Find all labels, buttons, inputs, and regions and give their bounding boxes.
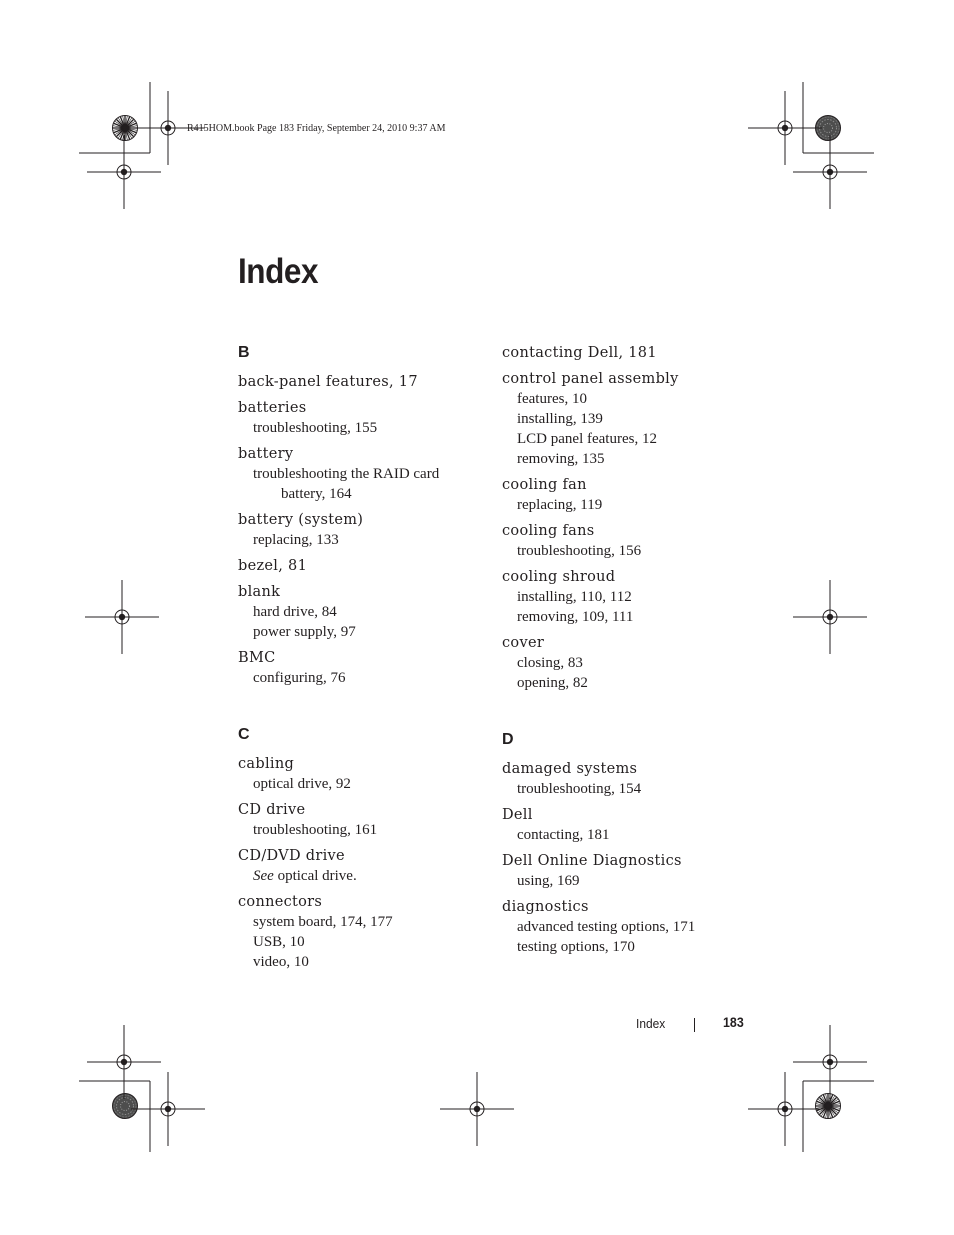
- index-subentry: testing options, 170: [517, 939, 635, 955]
- index-subentry: replacing, 133: [253, 532, 339, 548]
- index-subentry: advanced testing options, 171: [517, 919, 696, 935]
- index-subentry: contacting, 181: [517, 827, 610, 843]
- index-entry: [238, 510, 483, 550]
- index-subentry: opening, 82: [517, 675, 588, 691]
- index-subentry: troubleshooting, 161: [253, 822, 378, 838]
- see-label: See: [253, 868, 274, 884]
- index-term: cooling fans: [502, 523, 595, 539]
- index-term: cooling shroud: [502, 569, 616, 585]
- index-subentry: removing, 109, 111: [517, 609, 634, 625]
- index-entry: [502, 369, 747, 469]
- book-header-line: R415HOM.book Page 183 Friday, September 24, 2010 9:37 AM: [187, 123, 446, 134]
- index-subentry: troubleshooting, 154: [517, 781, 642, 797]
- index-term: connectors: [238, 894, 323, 910]
- index-column-left: [238, 343, 483, 972]
- index-subentry-continuation: battery, 164: [281, 486, 352, 502]
- index-entry: [238, 582, 483, 642]
- index-term: CD/DVD drive: [238, 848, 345, 864]
- index-term: diagnostics: [502, 899, 589, 915]
- index-subentry: installing, 139: [517, 411, 603, 427]
- index-term: damaged systems: [502, 761, 638, 777]
- index-term: CD drive: [238, 802, 306, 818]
- index-entry: [502, 633, 747, 693]
- index-entry: [502, 343, 747, 363]
- index-term: cabling: [238, 756, 295, 772]
- index-subentry: troubleshooting the RAID card: [253, 466, 440, 482]
- index-subentry: troubleshooting, 156: [517, 543, 642, 559]
- index-subentry: USB, 10: [253, 934, 305, 950]
- index-see-reference: [238, 866, 483, 886]
- index-entry: [502, 805, 747, 845]
- crosshair-icon: [440, 1072, 514, 1146]
- index-entry: [502, 567, 747, 627]
- index-term: cover: [502, 635, 545, 651]
- index-term: Dell Online Diagnostics: [502, 853, 682, 869]
- crosshair-icon: [793, 135, 867, 209]
- index-subentry: hard drive, 84: [253, 604, 337, 620]
- crosshair-icon: [85, 580, 159, 654]
- index-subentry: power supply, 97: [253, 624, 356, 640]
- index-subentry: video, 10: [253, 954, 309, 970]
- index-subentry: closing, 83: [517, 655, 583, 671]
- index-subentry: installing, 110, 112: [517, 589, 632, 605]
- index-term: blank: [238, 584, 281, 600]
- index-term: battery (system): [238, 512, 364, 528]
- footer-separator: [694, 1018, 695, 1032]
- index-term: batteries: [238, 400, 307, 416]
- index-term: back-panel features, 17: [238, 374, 418, 390]
- index-letter-heading: C: [238, 726, 250, 743]
- index-column-right: [502, 343, 747, 957]
- crosshair-icon: [748, 1072, 822, 1146]
- index-term: bezel, 81: [238, 558, 308, 574]
- index-term: BMC: [238, 650, 276, 666]
- index-subentry: replacing, 119: [517, 497, 603, 513]
- index-entry: [502, 759, 747, 799]
- crosshair-icon: [793, 1025, 867, 1099]
- starburst-registration-icon: [816, 1094, 841, 1119]
- page-number: 183: [723, 1015, 744, 1030]
- index-entry: [238, 648, 483, 688]
- index-entry: [238, 444, 483, 504]
- index-letter-heading: B: [238, 344, 250, 361]
- index-subentry: features, 10: [517, 391, 587, 407]
- index-entry: [238, 754, 483, 794]
- index-subentry: removing, 135: [517, 451, 605, 467]
- index-entry: [238, 398, 483, 438]
- index-entry: [238, 556, 483, 576]
- gray-registration-icon: [113, 1094, 138, 1119]
- index-subentry: configuring, 76: [253, 670, 346, 686]
- crosshair-icon: [793, 580, 867, 654]
- index-entry: [502, 897, 747, 957]
- page-title: Index: [238, 252, 319, 291]
- index-term: control panel assembly: [502, 371, 679, 387]
- index-subentry: troubleshooting, 155: [253, 420, 378, 436]
- index-entry: [502, 521, 747, 561]
- index-subentry: using, 169: [517, 873, 580, 889]
- crosshair-icon: [748, 91, 822, 165]
- index-entry: [238, 846, 483, 886]
- index-term: contacting Dell, 181: [502, 345, 657, 361]
- footer-section-label: Index: [636, 1016, 666, 1031]
- index-subentry: LCD panel features, 12: [517, 431, 657, 447]
- index-letter-heading: D: [502, 731, 514, 748]
- index-term: battery: [238, 446, 294, 462]
- index-entry: [238, 800, 483, 840]
- index-subentry: optical drive, 92: [253, 776, 351, 792]
- index-entry: [502, 475, 747, 515]
- index-entry: [238, 892, 483, 972]
- see-target: optical drive.: [277, 868, 357, 884]
- index-term: Dell: [502, 807, 533, 823]
- index-entry: [502, 851, 747, 891]
- index-subentry: system board, 174, 177: [253, 914, 393, 930]
- crosshair-icon: [131, 1072, 205, 1146]
- index-entry: [238, 372, 483, 392]
- index-term: cooling fan: [502, 477, 587, 493]
